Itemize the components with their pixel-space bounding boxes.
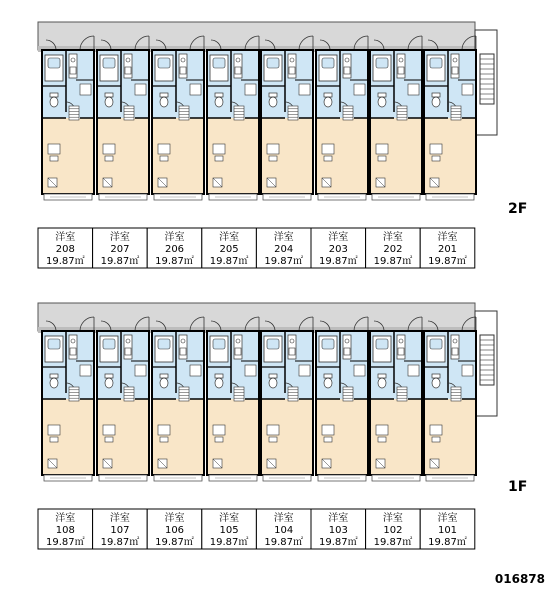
room-area: 19.87㎡ bbox=[373, 537, 413, 548]
ladder bbox=[179, 387, 189, 401]
room-type: 洋室 bbox=[437, 513, 458, 524]
kitchen-counter bbox=[69, 335, 77, 359]
chair bbox=[378, 437, 386, 442]
room-area: 19.87㎡ bbox=[45, 537, 85, 548]
desk bbox=[376, 144, 388, 154]
unit-103 bbox=[316, 317, 368, 481]
washer-pan bbox=[408, 84, 419, 95]
room-area: 19.87㎡ bbox=[264, 256, 304, 267]
room-number: 201 bbox=[437, 244, 458, 255]
toilet-tank bbox=[105, 374, 113, 378]
desk bbox=[158, 144, 170, 154]
kitchen-counter bbox=[124, 54, 132, 78]
unit-info-cell bbox=[93, 509, 148, 549]
unit-206 bbox=[152, 36, 204, 200]
unit-201 bbox=[424, 36, 476, 200]
unit-info-cell bbox=[311, 228, 366, 268]
washer-pan bbox=[462, 84, 473, 95]
toilet-tank bbox=[215, 93, 223, 97]
toilet-bowl bbox=[432, 97, 440, 107]
toilet-bowl bbox=[324, 378, 332, 388]
toilet-tank bbox=[269, 93, 277, 97]
unit-202 bbox=[370, 36, 422, 200]
desk bbox=[48, 144, 60, 154]
desk bbox=[213, 144, 225, 154]
room-area: 19.87㎡ bbox=[264, 537, 304, 548]
toilet-bowl bbox=[105, 97, 113, 107]
unit-204 bbox=[261, 36, 313, 200]
room-type: 洋室 bbox=[273, 232, 294, 243]
toilet-tank bbox=[105, 93, 113, 97]
chair bbox=[324, 437, 332, 442]
toilet-bowl bbox=[215, 97, 223, 107]
unit-info-cell bbox=[420, 228, 475, 268]
room-number: 105 bbox=[219, 525, 239, 536]
toilet-tank bbox=[432, 374, 440, 378]
washer-pan bbox=[462, 365, 473, 376]
unit-info-cell bbox=[38, 228, 93, 268]
unit-info-cell bbox=[147, 228, 202, 268]
unit-info-cell bbox=[311, 509, 366, 549]
kitchen-counter bbox=[124, 335, 132, 359]
toilet-bowl bbox=[324, 97, 332, 107]
unit-info-cell bbox=[93, 228, 148, 268]
desk bbox=[103, 144, 115, 154]
toilet-tank bbox=[215, 374, 223, 378]
ladder bbox=[234, 106, 244, 120]
unit-108 bbox=[42, 317, 94, 481]
room-area: 19.87㎡ bbox=[100, 537, 140, 548]
room-number: 104 bbox=[274, 525, 294, 536]
room-type: 洋室 bbox=[437, 232, 458, 243]
desk bbox=[322, 425, 334, 435]
unit-info-cell bbox=[202, 228, 257, 268]
desk bbox=[158, 425, 170, 435]
desk bbox=[267, 144, 279, 154]
room-area: 19.87㎡ bbox=[318, 256, 358, 267]
toilet-tank bbox=[160, 93, 168, 97]
floor-2f bbox=[38, 22, 497, 268]
kitchen-counter bbox=[397, 335, 405, 359]
bathtub bbox=[430, 58, 442, 68]
washer-pan bbox=[80, 84, 91, 95]
kitchen-counter bbox=[288, 54, 296, 78]
ladder bbox=[397, 106, 407, 120]
unit-info-table bbox=[38, 228, 475, 268]
kitchen-counter bbox=[179, 54, 187, 78]
bathtub bbox=[267, 58, 279, 68]
washer-pan bbox=[135, 365, 146, 376]
ladder bbox=[288, 387, 298, 401]
room-area: 19.87㎡ bbox=[209, 256, 249, 267]
kitchen-counter bbox=[451, 335, 459, 359]
unit-info-cell bbox=[366, 509, 421, 549]
unit-107 bbox=[97, 317, 149, 481]
unit-info-cell bbox=[420, 509, 475, 549]
toilet-tank bbox=[324, 93, 332, 97]
unit-106 bbox=[152, 317, 204, 481]
room-number: 103 bbox=[328, 525, 348, 536]
room-number: 204 bbox=[274, 244, 294, 255]
drawing-code: 016878 bbox=[494, 572, 545, 586]
bathtub bbox=[158, 339, 170, 349]
room-area: 19.87㎡ bbox=[155, 256, 194, 267]
toilet-bowl bbox=[160, 97, 168, 107]
toilet-tank bbox=[50, 93, 58, 97]
chair bbox=[160, 156, 168, 161]
ladder bbox=[451, 387, 461, 401]
kitchen-counter bbox=[343, 335, 351, 359]
toilet-tank bbox=[269, 374, 277, 378]
room-type: 洋室 bbox=[164, 232, 185, 243]
kitchen-counter bbox=[397, 54, 405, 78]
room-type: 洋室 bbox=[55, 232, 76, 243]
desk bbox=[213, 425, 225, 435]
unit-105 bbox=[207, 317, 259, 481]
ladder bbox=[124, 387, 134, 401]
unit-info-cell bbox=[202, 509, 257, 549]
chair bbox=[50, 437, 58, 442]
ladder bbox=[343, 106, 353, 120]
ladder bbox=[124, 106, 134, 120]
kitchen-counter bbox=[234, 54, 242, 78]
room-type: 洋室 bbox=[328, 232, 349, 243]
room-number: 207 bbox=[110, 244, 130, 255]
ladder bbox=[343, 387, 353, 401]
bathtub bbox=[322, 339, 334, 349]
toilet-tank bbox=[378, 93, 386, 97]
unit-info-cell bbox=[147, 509, 202, 549]
unit-102 bbox=[370, 317, 422, 481]
chair bbox=[105, 156, 113, 161]
desk bbox=[103, 425, 115, 435]
desk bbox=[267, 425, 279, 435]
chair bbox=[105, 437, 113, 442]
room-number: 108 bbox=[55, 525, 75, 536]
room-type: 洋室 bbox=[273, 513, 294, 524]
desk bbox=[430, 144, 442, 154]
washer-pan bbox=[245, 84, 256, 95]
washer-pan bbox=[80, 365, 91, 376]
toilet-bowl bbox=[269, 97, 277, 107]
chair bbox=[269, 156, 277, 161]
chair bbox=[378, 156, 386, 161]
room-type: 洋室 bbox=[328, 513, 349, 524]
desk bbox=[376, 425, 388, 435]
kitchen-counter bbox=[343, 54, 351, 78]
desk bbox=[48, 425, 60, 435]
bathtub bbox=[376, 339, 388, 349]
room-type: 洋室 bbox=[382, 232, 403, 243]
bathtub bbox=[430, 339, 442, 349]
toilet-tank bbox=[324, 374, 332, 378]
unit-info-table bbox=[38, 509, 475, 549]
desk bbox=[430, 425, 442, 435]
room-number: 102 bbox=[383, 525, 403, 536]
unit-101 bbox=[424, 317, 476, 481]
bathtub bbox=[48, 58, 60, 68]
chair bbox=[50, 156, 58, 161]
room-number: 107 bbox=[110, 525, 130, 536]
bathtub bbox=[322, 58, 334, 68]
kitchen-counter bbox=[451, 54, 459, 78]
room-number: 106 bbox=[164, 525, 185, 536]
chair bbox=[215, 156, 223, 161]
chair bbox=[432, 156, 440, 161]
unit-info-cell bbox=[366, 228, 421, 268]
toilet-bowl bbox=[160, 378, 168, 388]
bathtub bbox=[48, 339, 60, 349]
bathtub bbox=[213, 58, 225, 68]
chair bbox=[324, 156, 332, 161]
bathtub bbox=[213, 339, 225, 349]
ladder bbox=[397, 387, 407, 401]
chair bbox=[432, 437, 440, 442]
toilet-bowl bbox=[378, 97, 386, 107]
washer-pan bbox=[190, 365, 201, 376]
room-number: 208 bbox=[55, 244, 75, 255]
ladder bbox=[234, 387, 244, 401]
unit-104 bbox=[261, 317, 313, 481]
room-type: 洋室 bbox=[219, 232, 240, 243]
washer-pan bbox=[135, 84, 146, 95]
room-area: 19.87㎡ bbox=[45, 256, 85, 267]
room-area: 19.87㎡ bbox=[100, 256, 140, 267]
unit-207 bbox=[97, 36, 149, 200]
kitchen-counter bbox=[69, 54, 77, 78]
kitchen-counter bbox=[288, 335, 296, 359]
unit-208 bbox=[42, 36, 94, 200]
washer-pan bbox=[299, 84, 310, 95]
room-number: 203 bbox=[328, 244, 348, 255]
room-type: 洋室 bbox=[382, 513, 403, 524]
chair bbox=[215, 437, 223, 442]
bathtub bbox=[267, 339, 279, 349]
toilet-tank bbox=[50, 374, 58, 378]
unit-205 bbox=[207, 36, 259, 200]
toilet-tank bbox=[160, 374, 168, 378]
room-area: 19.87㎡ bbox=[428, 537, 467, 548]
room-area: 19.87㎡ bbox=[428, 256, 467, 267]
toilet-bowl bbox=[215, 378, 223, 388]
toilet-bowl bbox=[378, 378, 386, 388]
unit-info-cell bbox=[256, 228, 311, 268]
room-area: 19.87㎡ bbox=[209, 537, 249, 548]
bathtub bbox=[103, 58, 115, 68]
unit-info-cell bbox=[256, 509, 311, 549]
bathtub bbox=[376, 58, 388, 68]
toilet-bowl bbox=[269, 378, 277, 388]
room-type: 洋室 bbox=[164, 513, 185, 524]
toilet-bowl bbox=[50, 97, 58, 107]
washer-pan bbox=[299, 365, 310, 376]
room-number: 205 bbox=[219, 244, 239, 255]
unit-203 bbox=[316, 36, 368, 200]
washer-pan bbox=[354, 365, 365, 376]
washer-pan bbox=[354, 84, 365, 95]
ladder bbox=[179, 106, 189, 120]
room-type: 洋室 bbox=[109, 513, 130, 524]
desk bbox=[322, 144, 334, 154]
toilet-tank bbox=[432, 93, 440, 97]
chair bbox=[269, 437, 277, 442]
toilet-bowl bbox=[105, 378, 113, 388]
room-area: 19.87㎡ bbox=[373, 256, 413, 267]
room-type: 洋室 bbox=[109, 232, 130, 243]
floor-1f bbox=[38, 303, 497, 549]
toilet-bowl bbox=[432, 378, 440, 388]
kitchen-counter bbox=[234, 335, 242, 359]
unit-info-cell bbox=[38, 509, 93, 549]
room-number: 202 bbox=[383, 244, 403, 255]
ladder bbox=[451, 106, 461, 120]
toilet-tank bbox=[378, 374, 386, 378]
ladder bbox=[288, 106, 298, 120]
kitchen-counter bbox=[179, 335, 187, 359]
chair bbox=[160, 437, 168, 442]
washer-pan bbox=[245, 365, 256, 376]
ladder bbox=[69, 387, 79, 401]
room-number: 206 bbox=[164, 244, 185, 255]
bathtub bbox=[158, 58, 170, 68]
bathtub bbox=[103, 339, 115, 349]
room-type: 洋室 bbox=[55, 513, 76, 524]
room-number: 101 bbox=[437, 525, 458, 536]
room-area: 19.87㎡ bbox=[318, 537, 358, 548]
ladder bbox=[69, 106, 79, 120]
floor-label-1f: 1F bbox=[508, 479, 528, 495]
toilet-bowl bbox=[50, 378, 58, 388]
floor-label-2f: 2F bbox=[508, 201, 528, 217]
room-area: 19.87㎡ bbox=[155, 537, 194, 548]
washer-pan bbox=[408, 365, 419, 376]
room-type: 洋室 bbox=[219, 513, 240, 524]
washer-pan bbox=[190, 84, 201, 95]
